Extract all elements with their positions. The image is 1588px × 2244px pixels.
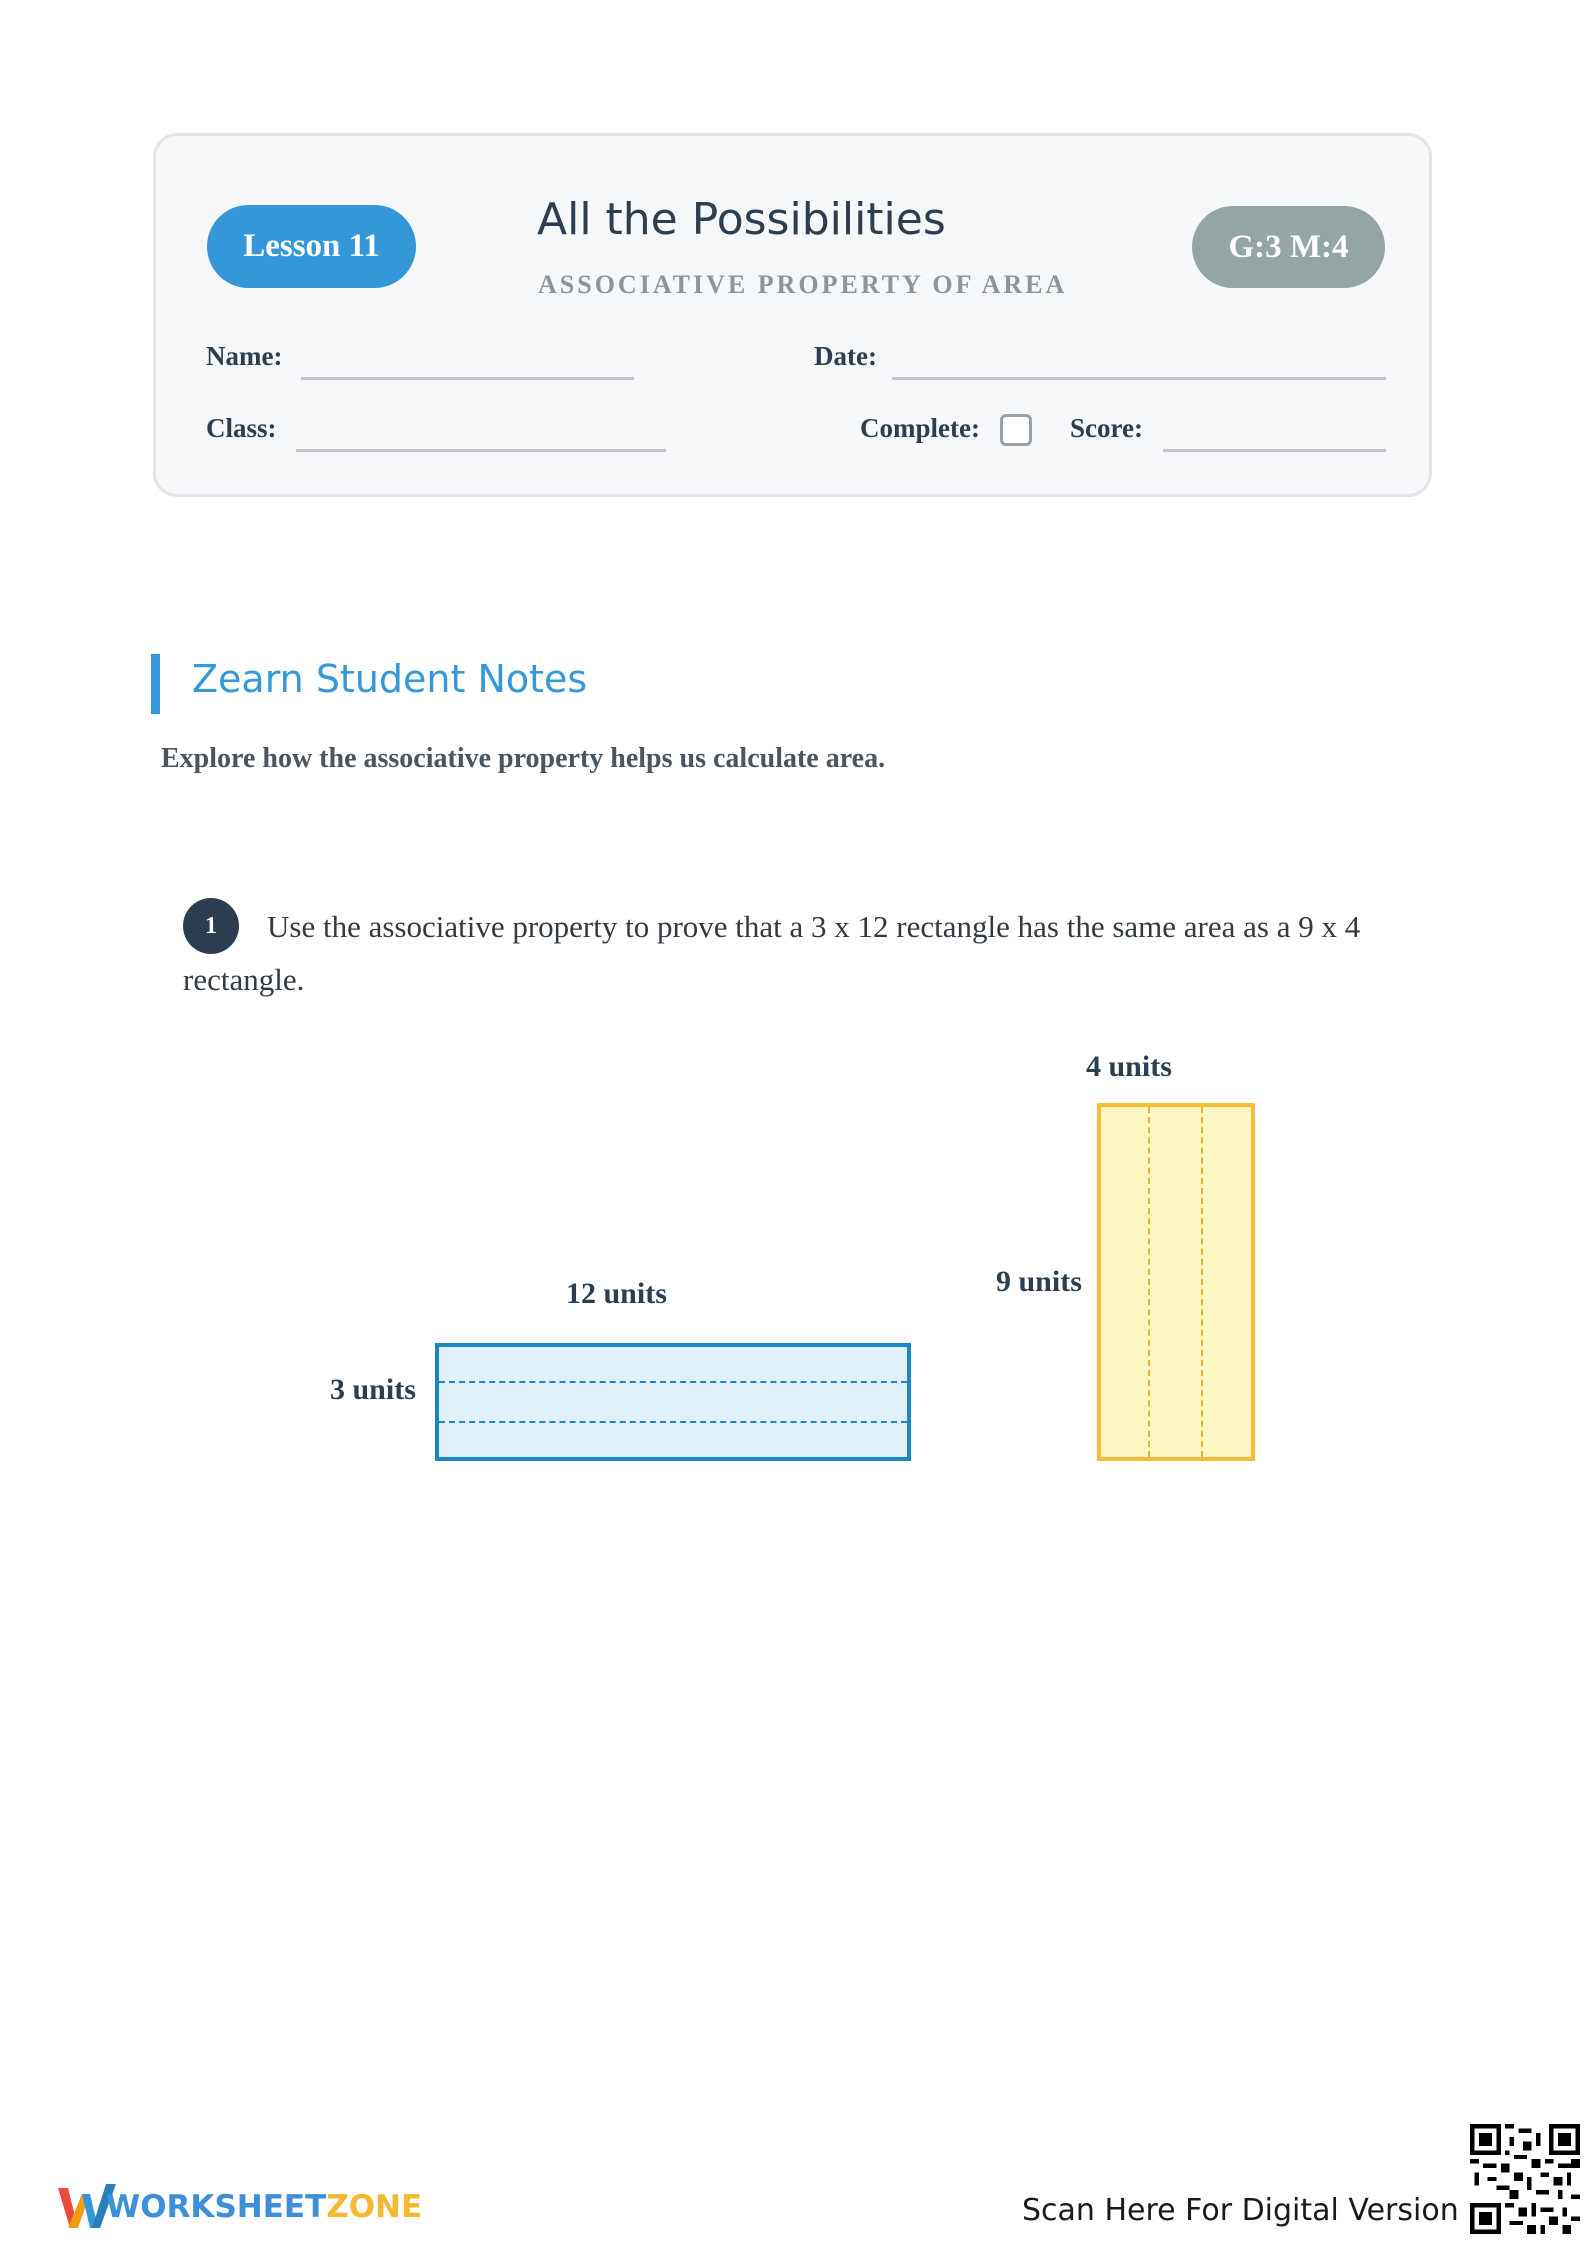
section-intro: Explore how the associative property helps us calculate area. [161, 743, 886, 774]
complete-checkbox[interactable] [1000, 414, 1032, 446]
lesson-badge: Lesson 11 [207, 205, 416, 288]
name-label: Name: [206, 341, 283, 371]
worksheetzone-logo-text: WORKSHEETZONE [106, 2189, 423, 2225]
question-number-badge: 1 [183, 898, 239, 954]
scan-instruction: Scan Here For Digital Version [1022, 2193, 1459, 2228]
rectangle-3x12 [435, 1343, 911, 1461]
rectangle-9x4 [1097, 1103, 1255, 1461]
score-field[interactable] [1163, 449, 1386, 452]
rect-b-height-label: 9 units [996, 1265, 1082, 1298]
class-field[interactable] [296, 449, 666, 452]
score-label: Score: [1070, 413, 1143, 443]
qr-code-icon[interactable] [1470, 2124, 1580, 2234]
date-label: Date: [814, 341, 877, 371]
rect-a-height-label: 3 units [330, 1373, 416, 1406]
worksheet-subtitle: ASSOCIATIVE PROPERTY OF AREA [538, 270, 1068, 299]
grade-module-badge: G:3 M:4 [1192, 206, 1385, 288]
rect-a-width-label: 12 units [566, 1277, 667, 1310]
question-text: Use the associative property to prove that a 3 x 12 rectangle has the same area as a 9 x 4 rectangle. [183, 909, 1361, 997]
column-divider [1201, 1107, 1203, 1457]
row-divider [439, 1421, 907, 1423]
rect-b-width-label: 4 units [1086, 1050, 1172, 1083]
class-label: Class: [206, 413, 277, 443]
complete-label: Complete: [860, 413, 980, 443]
name-field[interactable] [301, 377, 634, 380]
column-divider [1148, 1107, 1150, 1457]
worksheet-title: All the Possibilities [537, 194, 946, 245]
section-accent-bar [151, 654, 160, 714]
date-field[interactable] [892, 377, 1386, 380]
worksheet-header-card [153, 133, 1432, 497]
row-divider [439, 1381, 907, 1383]
section-title: Zearn Student Notes [192, 657, 588, 701]
